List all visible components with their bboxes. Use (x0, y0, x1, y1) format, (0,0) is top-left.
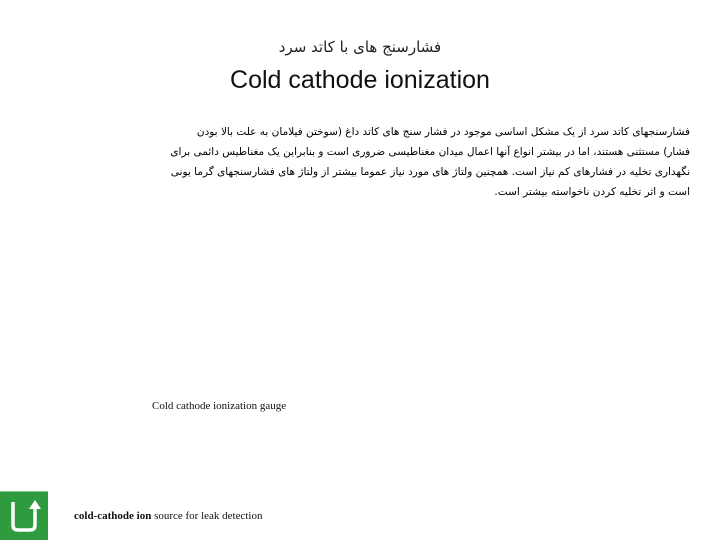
gauge-caption: Cold cathode ionization gauge (152, 400, 287, 412)
body-line: نگهداری تخلیه در فشارهای کم نیاز است. همچنین ولتاژ های مورد نیاز عموما بیشتر از ولتاژ های فشارسنجهای گرما یونی (170, 166, 690, 178)
body-line: است و اثر تخلیه کردن ناخواسته بیشتر است. (494, 186, 690, 198)
u-turn-arrow-icon (4, 496, 44, 536)
caption-rest-part: source for leak detection (151, 510, 263, 522)
body-line: فشارسنجهای کاتد سرد از یک مشکل اساسی موجود در فشار سنج های کاتد داغ (سوختن فیلامان به علت بالا بودن (196, 126, 690, 138)
caption-bold-part: cold-cathode ion (74, 510, 152, 522)
return-button[interactable] (0, 491, 48, 540)
body-paragraph (30, 122, 690, 202)
slide-subtitle-fa: فشارسنج های با کاتد سرد (278, 38, 442, 56)
leak-detection-caption (74, 510, 262, 522)
body-line: فشار) مستثنی هستند، اما در بیشتر انواع آنها اعمال میدان مغناطیسی ضروری است و بنابراین یک مغناطیس دائمی برای (170, 146, 690, 158)
slide-title: Cold cathode ionization (230, 66, 490, 94)
